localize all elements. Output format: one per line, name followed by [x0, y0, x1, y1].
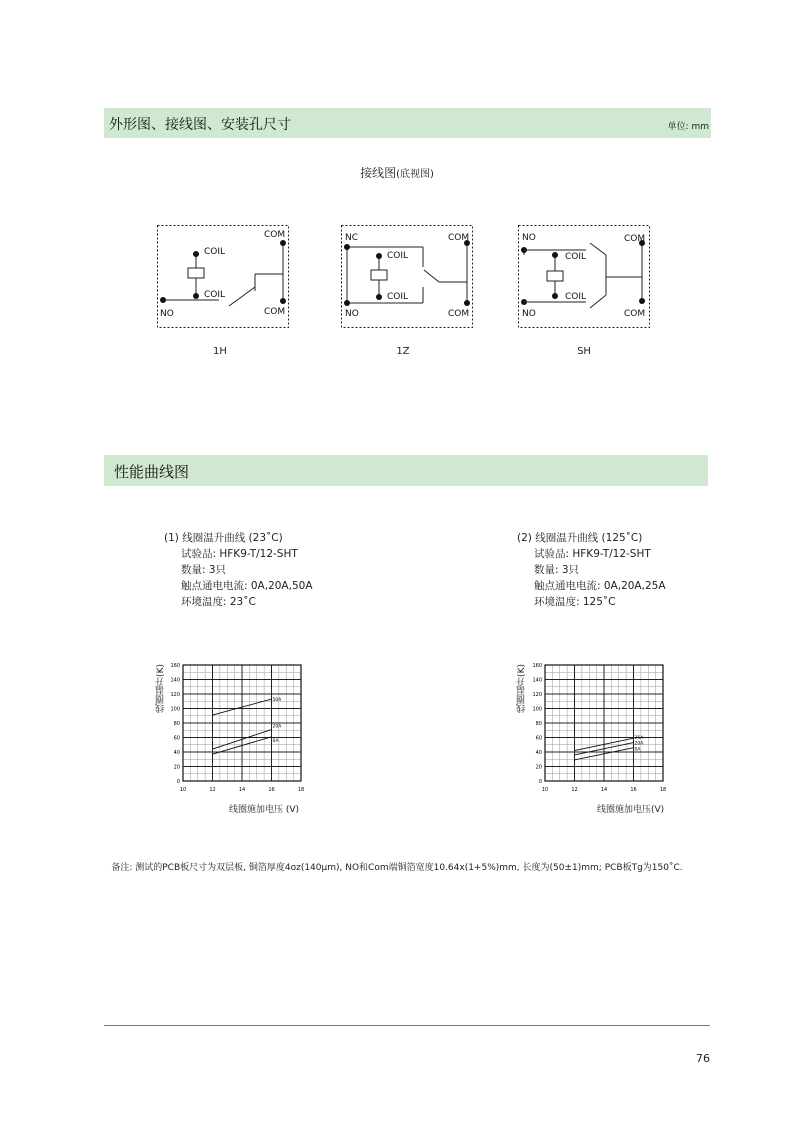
series-label: 0A: [272, 738, 279, 744]
y-tick-label: 40: [535, 750, 542, 756]
y-tick-label: 60: [535, 735, 542, 742]
y-tick-label: 140: [170, 677, 180, 684]
y-tick-label: 20: [173, 764, 180, 771]
pin-label: COIL: [387, 251, 409, 261]
diagram-name-1h: 1H: [213, 346, 227, 357]
test-quantity: 数量: 3只: [534, 564, 580, 576]
y-tick-label: 60: [173, 735, 180, 742]
series-label: 20A: [634, 741, 644, 747]
test-current: 触点通电电流: 0A,20A,50A: [181, 580, 313, 592]
pin-label: NO: [345, 309, 359, 319]
footnote: 备注: 测试的PCB板尺寸为双层板, 铜箔厚度4oz(140µm), NO和Com端铜箔宽度10.64x(1+5%)mm, 长度为(50±1)mm; PCB板Tg为150˚C.: [111, 863, 683, 873]
test-sample: 试验品: HFK9-T/12-SHT: [534, 548, 651, 560]
test-ambient: 环境温度: 125˚C: [534, 596, 616, 608]
pin-label: COM: [448, 309, 470, 319]
page-number: 76: [696, 1052, 710, 1065]
series-label: 20A: [272, 724, 282, 730]
chart-plot-2: [512, 650, 682, 800]
pin-label: COIL: [204, 290, 226, 300]
chart-xlabel: 线圈施加电压 (V): [229, 805, 300, 815]
pin-label: COM: [624, 234, 646, 244]
wiring-diagram-1h: [157, 225, 289, 328]
chart-plot-1: [150, 650, 320, 800]
pin-label: NO: [160, 309, 174, 319]
wiring-diagram-title: [0, 164, 794, 181]
pin-label: COIL: [565, 252, 587, 262]
series-label: 50A: [272, 698, 282, 704]
footer-divider: [104, 1025, 710, 1026]
pin-label: COIL: [204, 247, 226, 257]
test-ambient: 环境温度: 23˚C: [181, 596, 256, 608]
test-info-1: [164, 530, 313, 610]
x-tick-label: 14: [238, 787, 246, 793]
test-sample: 试验品: HFK9-T/12-SHT: [181, 548, 298, 560]
y-tick-label: 20: [535, 764, 542, 771]
x-tick-label: 18: [659, 787, 667, 793]
test-heading: (1) 线圈温升曲线 (23˚C): [164, 532, 283, 544]
test-current: 触点通电电流: 0A,20A,25A: [534, 580, 666, 592]
x-tick-label: 12: [571, 787, 578, 793]
y-tick-label: 100: [532, 706, 542, 713]
series-label: 25A: [634, 736, 644, 742]
pin-label: COM: [624, 309, 646, 319]
pin-label: NC: [345, 233, 359, 243]
pin-label: NO: [522, 309, 536, 319]
y-tick-label: 100: [170, 706, 180, 713]
y-tick-label: 160: [532, 663, 542, 669]
test-heading: (2) 线圈温升曲线 (125˚C): [517, 532, 643, 544]
chart-ylabel: 线圈温升(K): [517, 664, 527, 713]
diagram-name-sh: SH: [577, 346, 591, 357]
x-tick-label: 14: [600, 787, 608, 793]
diagram-name-1z: 1Z: [396, 346, 410, 357]
pin-label: COM: [448, 233, 470, 243]
wiring-subtitle: (底视图): [396, 169, 434, 180]
wiring-diagram-1z: [341, 225, 473, 328]
y-tick-label: 140: [532, 677, 542, 684]
x-tick-label: 18: [297, 787, 305, 793]
y-tick-label: 80: [173, 721, 180, 727]
x-tick-label: 16: [630, 787, 637, 793]
wiring-diagram-sh: [518, 225, 650, 328]
chart-xlabel: 线圈施加电压(V): [597, 805, 665, 815]
series-label: 0A: [634, 747, 641, 753]
y-tick-label: 0: [538, 779, 542, 785]
temperature-rise-chart-1: [150, 650, 320, 820]
pin-label: COM: [264, 230, 286, 240]
chart-ylabel: 线圈温升(K): [156, 664, 166, 713]
x-tick-label: 10: [179, 787, 187, 793]
pin-label: COIL: [387, 292, 409, 302]
pin-label: COIL: [565, 292, 587, 302]
test-info-2: [517, 530, 666, 610]
section-header-dimensions: [104, 108, 711, 138]
x-tick-label: 12: [209, 787, 216, 793]
y-tick-label: 120: [532, 692, 542, 698]
x-tick-label: 10: [541, 787, 549, 793]
y-tick-label: 160: [170, 663, 180, 669]
y-tick-label: 120: [170, 692, 180, 698]
pin-label: NO: [522, 233, 536, 243]
y-tick-label: 0: [176, 779, 180, 785]
section-title: 性能曲线图: [114, 463, 190, 481]
y-tick-label: 80: [535, 721, 542, 727]
section-title: 外形图、接线图、安装孔尺寸: [109, 117, 291, 133]
temperature-rise-chart-2: [512, 650, 682, 820]
pin-label: COM: [264, 307, 286, 317]
unit-label: 单位: mm: [667, 122, 709, 132]
section-header-performance: [104, 455, 708, 486]
test-quantity: 数量: 3只: [181, 564, 227, 576]
x-tick-label: 16: [268, 787, 275, 793]
wiring-title-text: 接线图: [360, 166, 397, 180]
y-tick-label: 40: [173, 750, 180, 756]
